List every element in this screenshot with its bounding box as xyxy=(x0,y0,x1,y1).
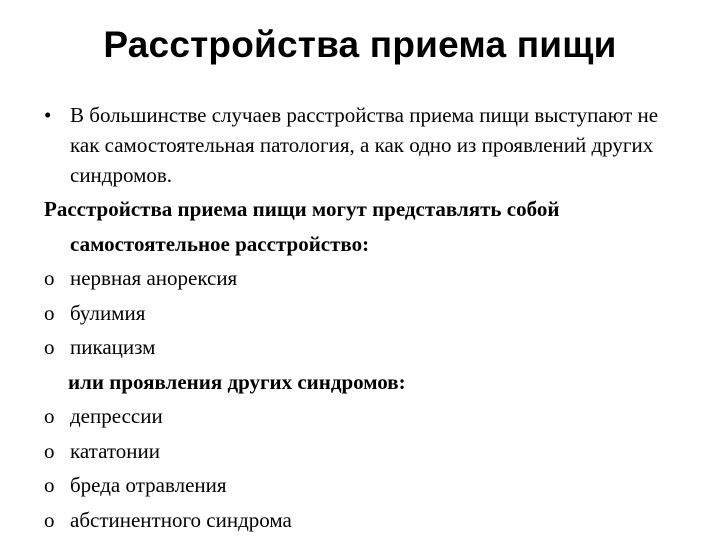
circle-bullet-icon: o xyxy=(44,438,55,463)
circle-bullet-icon: o xyxy=(44,266,55,290)
slide-body xyxy=(44,100,684,537)
list-item-text: кататонии xyxy=(70,438,160,463)
intro-text: В большинстве случаев расстройства приема пищи выступают не как самостоятельная патология, а как одно из проявлений других синдромов. xyxy=(70,103,659,187)
slide-title: Расстройства приема пищи xyxy=(103,24,617,65)
list-item xyxy=(44,261,684,296)
list-item xyxy=(44,330,684,365)
list-item-text: абстинентного синдрома xyxy=(70,507,292,532)
bullet-dot-icon: • xyxy=(44,103,52,127)
list-item xyxy=(44,503,684,538)
list-item-text: бреда отравления xyxy=(70,473,227,497)
list-item xyxy=(44,296,684,331)
circle-bullet-icon: o xyxy=(44,404,55,428)
list-item-text: нервная анорексия xyxy=(70,266,238,290)
list-item-text: депрессии xyxy=(70,404,163,428)
section1-heading xyxy=(44,192,684,261)
list-item xyxy=(44,399,684,434)
list-item-text: булимия xyxy=(70,300,146,325)
list-item xyxy=(44,468,684,503)
circle-bullet-icon: o xyxy=(44,507,55,532)
list-item-text: пикацизм xyxy=(70,335,156,359)
section1-heading-text: Расстройства приема пищи могут представлять собой самостоятельное расстройство: xyxy=(44,197,560,256)
list-item xyxy=(44,434,684,469)
section2-heading: или проявления других синдромов: xyxy=(68,369,406,394)
circle-bullet-icon: o xyxy=(44,473,55,497)
circle-bullet-icon: o xyxy=(44,335,55,359)
intro-paragraph xyxy=(44,100,684,190)
circle-bullet-icon: o xyxy=(44,300,55,325)
